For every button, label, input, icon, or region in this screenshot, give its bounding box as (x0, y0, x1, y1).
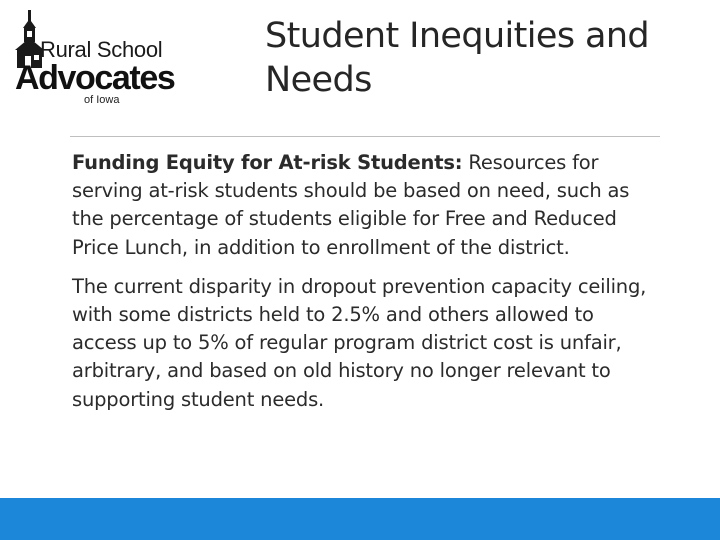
logo-text-of-iowa: of Iowa (84, 94, 120, 106)
slide-body (72, 149, 662, 425)
slide-title: Student Inequities and Needs (265, 16, 650, 100)
logo (10, 6, 190, 108)
paragraph-text: Resources for serving at-risk students should be based on need, such as the percentage of students eligible for Free and Reduced Price Lunch, in addition to enrollment of the district. (72, 151, 630, 259)
paragraph-dropout-disparity: The current disparity in dropout prevention capacity ceiling, with some districts held to 2.5% and others allowed to access up to 5% of regular program district cost is unfair, arbitrary, and based on old history no longer relevant to supporting student needs. (72, 274, 647, 411)
footer-accent-bar (0, 498, 720, 540)
paragraph-funding-equity (72, 149, 662, 262)
logo-text-rural-school: Rural School (40, 37, 163, 62)
title-divider (70, 136, 660, 137)
paragraph-lead: Funding Equity for At-risk Students: (72, 151, 463, 174)
logo-text-advocates: Advocates (15, 59, 175, 97)
